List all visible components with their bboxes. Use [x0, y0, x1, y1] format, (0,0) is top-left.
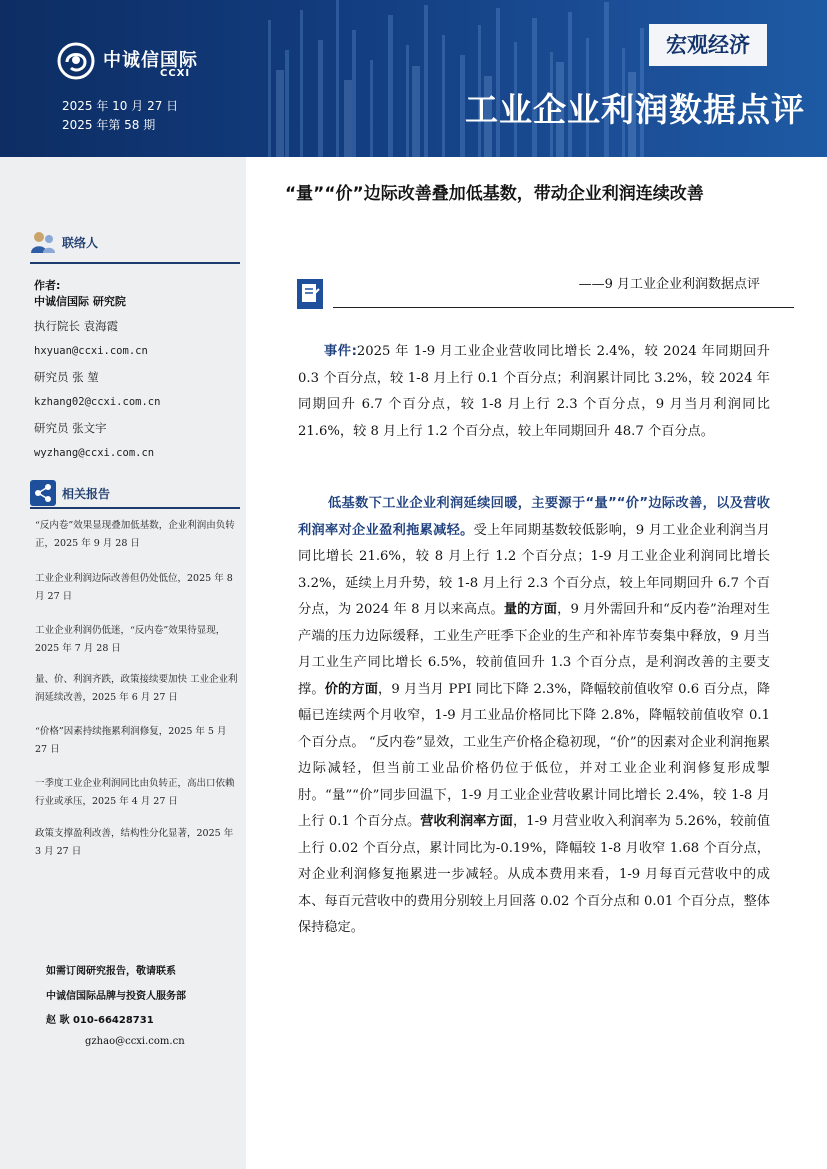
subscribe-phone: 赵 耿 010-66428731	[46, 1015, 154, 1026]
related-divider	[30, 507, 240, 509]
subscribe-email[interactable]: gzhao@ccxi.com.cn	[85, 1036, 185, 1047]
author-institute: 中诚信国际 研究院	[34, 295, 126, 308]
network-icon	[30, 480, 56, 506]
report-header	[0, 0, 827, 157]
event-label: 事件:	[324, 344, 357, 359]
contact-email[interactable]: hxyuan@ccxi.com.cn	[34, 345, 148, 357]
document-icon	[297, 279, 323, 309]
event-text: 2025 年 1-9 月工业企业营收同比增长 2.4%，较 2024 年同期回升 0.3 个百分点，较 1-8 月上行 0.1 个百分点；利润累计同比 3.2%，较 2024 年同期回升 6.7 个百分点，较 1-8 月上行 2.3 个百分点，9 月当月利润同比 21.6%，较 8 月上行 1.2 个百分点，较上年同期回升 48.7 个百分点。	[298, 344, 770, 439]
logo-name: 中诚信国际	[103, 50, 198, 71]
related-report-item[interactable]: 政策支撑盈利改善，结构性分化显著，2025 年 3 月 27 日	[35, 828, 234, 857]
related-report-item[interactable]: 工业企业利润边际改善但仍处低位，2025 年 8 月 27 日	[35, 573, 233, 602]
analysis-paragraph	[298, 491, 770, 942]
related-report-item[interactable]: 一季度工业企业利润同比由负转正，高出口依赖行业或承压，2025 年 4 月 27 日	[35, 778, 235, 807]
analysis-text-d: ，1-9 月营业收入利润率为 5.26%，较前值上行 0.02 个百分点，累计同比为-0.19%，降幅较 1-8 月收窄 1.68 个百分点，对企业利润修复拖累进一步减轻。从成本费用来看，1-9 月每百元营收中的成本、每百元营收中的费用分别较上月回落 0.02 个百分点和 0.01 个百分点，整体保持稳定。	[298, 814, 771, 935]
contact-role: 研究员 张 堃	[34, 370, 99, 384]
report-title: 工业企业利润数据点评	[465, 90, 805, 129]
subtitle-divider	[333, 307, 794, 308]
event-paragraph	[298, 339, 770, 445]
contact-label: 联络人	[62, 235, 99, 250]
report-issue: 2025 年第 58 期	[62, 118, 156, 132]
analysis-text-a: 受上年同期基数较低影响，9 月工业企业利润当月同比增长 21.6%，较 8 月上行 1.2 个百分点；1-9 月工业企业利润同比增长 3.2%，延续上月升势，较 1-8 月上行 2.3 个百分点，较上年同期回升 6.7 个百分点，为 2024 年 8 月以来高点。	[298, 522, 770, 617]
price-label: 价的方面	[324, 681, 379, 697]
analysis-text-b: ，9 月外需回升和“反内卷”治理对生产端的压力边际缓释，工业生产旺季下企业的生产和补库节奏集中释放，9 月当月工业生产同比增长 6.5%，较前值回升 1.3 个百分点，是利润改善的主要支撑。	[298, 602, 770, 697]
contact-icon	[30, 230, 56, 254]
subscribe-note: 如需订阅研究报告，敬请联系	[46, 966, 176, 977]
subscribe-dept: 中诚信国际品牌与投资人服务部	[46, 991, 186, 1002]
related-report-item[interactable]: “价格”因素持续拖累利润修复，2025 年 5 月 27 日	[35, 726, 227, 755]
article-subtitle: ——9 月工业企业利润数据点评	[578, 277, 760, 292]
analysis-text-c: ，9 月当月 PPI 同比下降 2.3%，降幅较前值收窄 0.6 百分点，降幅已连续两个月收窄，1-9 月工业品价格同比下降 2.8%，降幅较前值收窄 0.1 个百分点。 “反内卷”显效，工业生产价格企稳初现，“价”的因素对企业利润拖累边际减轻，但当前工业品价格仍位于低位，并对工业企业利润修复形成掣肘。“量”“价”同步回温下，1-9 月工业企业营收累计同比增长 2.4%，较 1-8 月上行 0.1 个百分点。	[298, 681, 771, 829]
report-date: 2025 年 10 月 27 日	[62, 99, 179, 113]
category-tag: 宏观经济	[649, 24, 767, 66]
related-section-header	[30, 480, 110, 506]
margin-label: 营收利润率方面	[420, 814, 513, 829]
contact-divider	[30, 262, 240, 264]
contact-section-header	[30, 230, 98, 254]
author-label: 作者:	[34, 279, 61, 292]
related-report-item[interactable]: 工业企业利润仍低迷，“反内卷”效果待显现，2025 年 7 月 28 日	[35, 625, 226, 654]
volume-label: 量的方面	[503, 602, 558, 617]
related-report-item[interactable]: 量、价、利润齐跌，政策接续要加快 工业企业利润延续改善，2025 年 6 月 27 日	[35, 674, 238, 703]
logo-sub: CCXI	[160, 68, 191, 79]
contact-email[interactable]: wyzhang@ccxi.com.cn	[34, 447, 155, 459]
contact-role: 执行院长 袁海霞	[34, 319, 119, 333]
article-title: “量”“价”边际改善叠加低基数，带动企业利润连续改善	[285, 184, 704, 204]
contact-email[interactable]: kzhang02@ccxi.com.cn	[34, 396, 161, 408]
contact-role: 研究员 张文宇	[34, 421, 107, 435]
related-report-item[interactable]: “反内卷”效果显现叠加低基数，企业利润由负转正，2025 年 9 月 28 日	[35, 520, 235, 549]
analysis-lead: 低基数下工业企业利润延续回暖，主要源于“量”“价”边际改善，以及营收利润率对企业盈利拖累减轻。	[298, 496, 770, 538]
related-label: 相关报告	[62, 486, 111, 501]
